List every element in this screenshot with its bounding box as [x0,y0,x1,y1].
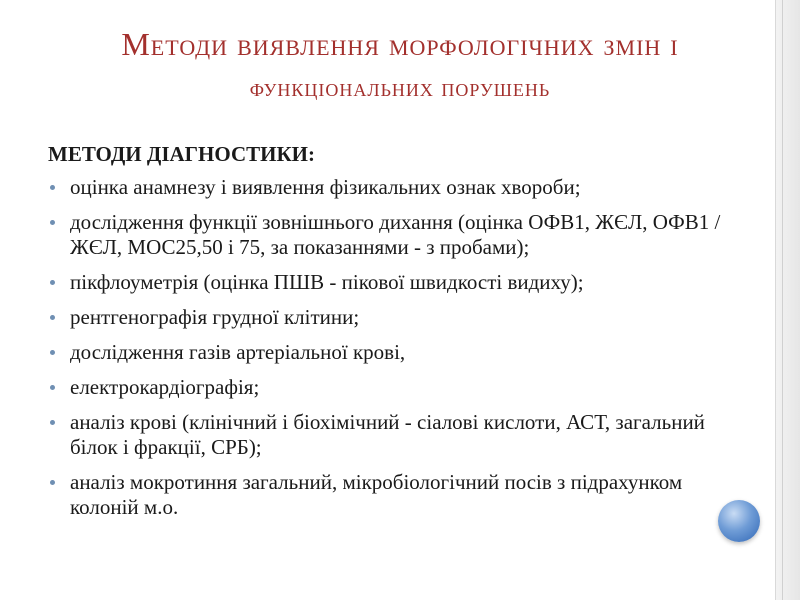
bullet-icon [50,385,55,390]
navigation-circle-icon[interactable] [718,500,760,542]
bullet-icon [50,350,55,355]
list-item [48,410,728,460]
bullet-icon [50,480,55,485]
list-item-text: аналіз мокротиння загальний, мікробіологічний посів з підрахунком колоній м.о. [70,470,683,519]
bullet-icon [50,420,55,425]
bullet-icon [50,315,55,320]
list-item-text: оцінка анамнезу і виявлення фізикальних ознак хвороби; [70,175,581,199]
bullet-list [48,175,728,520]
slide-title-line2: функціональних порушень [249,73,551,102]
list-item [48,470,728,520]
list-item-text: рентгенографія грудної клітини; [70,305,360,329]
slide-title-line1: Методи виявлення морфологічних змін і [121,26,679,62]
list-item [48,175,728,200]
list-item [48,270,728,295]
bullet-icon [50,220,55,225]
list-item-text: аналіз крові (клінічний і біохімічний - сіалові кислоти, АСТ, загальний білок і фракції, СРБ); [70,410,705,459]
list-item-text: електрокардіографія; [70,375,260,399]
slide-border-line [782,0,783,600]
content-heading: МЕТОДИ ДІАГНОСТИКИ: [48,142,316,166]
list-item-text: пікфлоуметрія (оцінка ПШВ - пікової швидкості видиху); [70,270,584,294]
bullet-icon [50,280,55,285]
list-item [48,375,728,400]
bullet-icon [50,185,55,190]
list-item-text: дослідження функції зовнішнього дихання (оцінка ОФВ1, ЖЄЛ, ОФВ1 / ЖЄЛ, МОС25,50 і 75, за показаннями - з пробами); [70,210,721,259]
list-item [48,340,728,365]
list-item-text: дослідження газів артеріальної крові, [70,340,406,364]
list-item [48,210,728,260]
slide-content [48,142,728,530]
slide-title [40,22,760,108]
list-item [48,305,728,330]
slide-border-strip [775,0,800,600]
